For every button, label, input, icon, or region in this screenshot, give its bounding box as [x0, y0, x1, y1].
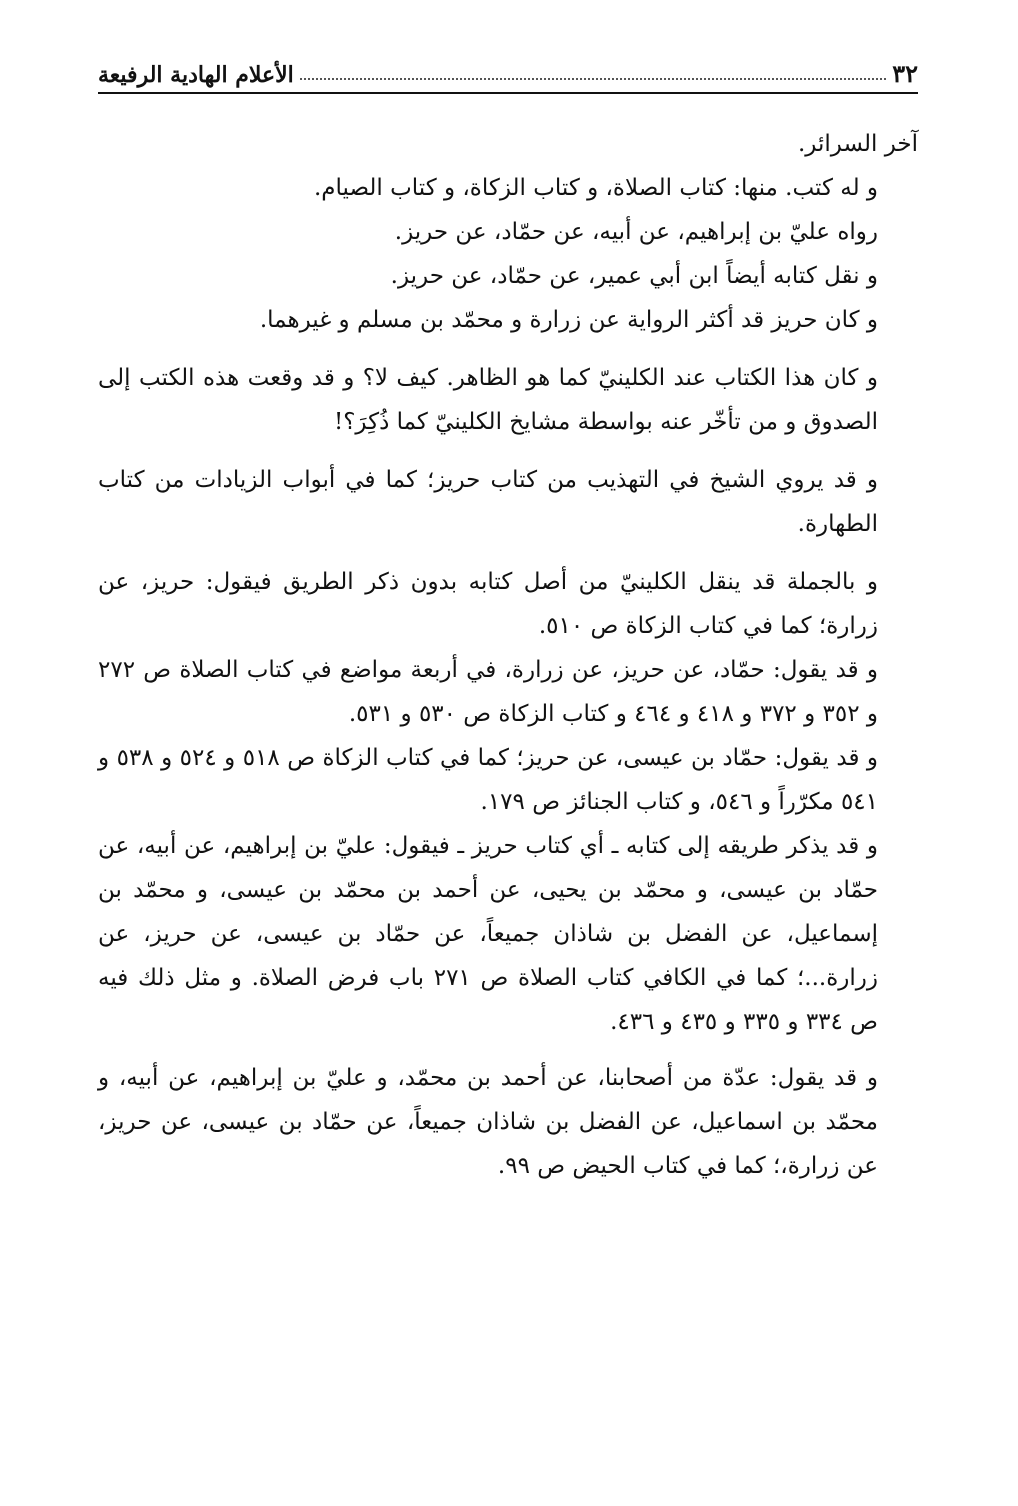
paragraph: آخر السرائر.	[797, 131, 918, 157]
paragraph: و نقل كتابه أيضاً ابن أبي عمير، عن حمّاد، عن حريز.	[390, 263, 878, 289]
page-header	[98, 50, 918, 94]
paragraph: و كان هذا الكتاب عند الكلينيّ كما هو الظاهر. كيف لا؟ و قد وقعت هذه الكتب إلى الصدوق و من تأخّر عنه بواسطة مشايخ الكلينيّ كما ذُكِرَ؟!	[98, 365, 878, 435]
paragraph: و كان حريز قد أكثر الرواية عن زرارة و محمّد بن مسلم و غيرهما.	[259, 307, 878, 333]
paragraph: و قد يروي الشيخ في التهذيب من كتاب حريز؛ كما في أبواب الزيادات من كتاب الطهارة.	[98, 467, 878, 537]
paragraph: و قد يذكر طريقه إلى كتابه ـ أي كتاب حريز ـ فيقول: عليّ بن إبراهيم، عن أبيه، عن حمّاد بن عيسى، و محمّد بن يحيى، عن أحمد بن محمّد بن عيسى، و محمّد بن إسماعيل، عن الفضل بن شاذان جميعاً، عن حمّاد بن عيسى، عن حريز، عن زرارة...؛ كما في الكافي كتاب الصلاة ص ٢٧١ باب فرض الصلاة. و مثل ذلك فيه ص ٣٣٤ و ٣٣٥ و ٤٣٥ و ٤٣٦.	[98, 833, 878, 1035]
paragraph: و له كتب. منها: كتاب الصلاة، و كتاب الزكاة، و كتاب الصيام.	[313, 175, 878, 201]
paragraph: و بالجملة قد ينقل الكلينيّ من أصل كتابه بدون ذكر الطريق فيقول: حريز، عن زرارة؛ كما في كتاب الزكاة ص ٥١٠.	[98, 569, 878, 639]
running-title: الأعلام الهادية الرفيعة	[98, 62, 294, 88]
paragraph: و قد يقول: حمّاد بن عيسى، عن حريز؛ كما في كتاب الزكاة ص ٥١٨ و ٥٢٤ و ٥٣٨ و ٥٤١ مكرّراً و ٥٤٦، و كتاب الجنائز ص ١٧٩.	[98, 745, 879, 815]
paragraph: و قد يقول: عدّة من أصحابنا، عن أحمد بن محمّد، و عليّ بن إبراهيم، عن أبيه، و محمّد بن اسماعيل، عن الفضل بن شاذان جميعاً، عن حمّاد بن عيسى، عن حريز، عن زرارة،؛ كما في كتاب الحيض ص ٩٩.	[98, 1065, 878, 1179]
paragraph: و قد يقول: حمّاد، عن حريز، عن زرارة، في أربعة مواضع في كتاب الصلاة ص ٢٧٢ و ٣٥٢ و ٣٧٢ و ٤١٨ و ٤٦٤ و كتاب الزكاة ص ٥٣٠ و ٥٣١.	[98, 657, 878, 727]
paragraph: رواه عليّ بن إبراهيم، عن أبيه، عن حمّاد، عن حريز.	[394, 219, 878, 245]
page-body	[98, 122, 918, 1188]
page-number: ٣٢	[892, 59, 918, 88]
header-dot-leader	[300, 77, 886, 80]
